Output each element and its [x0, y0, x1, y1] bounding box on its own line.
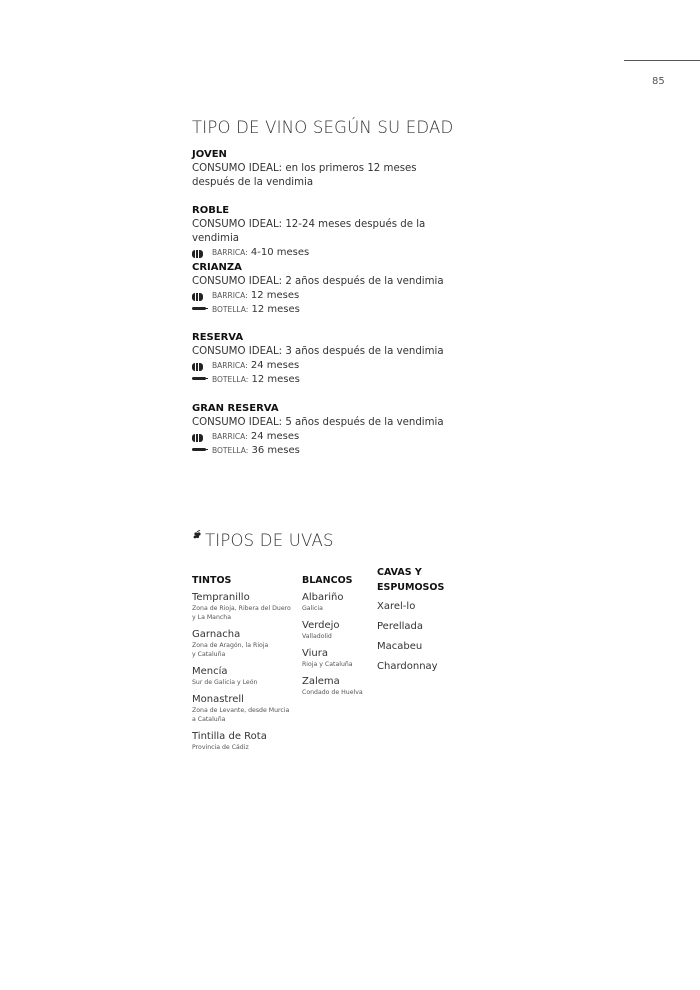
age-joven [192, 148, 452, 190]
meta-value: 24 meses [250, 431, 300, 442]
grape-region: Condado de Huelva [302, 689, 363, 696]
barrel-icon [192, 250, 203, 258]
age-crianza [192, 261, 452, 317]
age-meta [192, 430, 452, 458]
age-name: JOVEN [192, 149, 227, 160]
grape-region: y Cataluña [192, 651, 226, 658]
age-desc: CONSUMO IDEAL: 12-24 meses después de la vendimia [192, 219, 426, 244]
age-desc: CONSUMO IDEAL: 5 años después de la vendimia [192, 417, 444, 428]
column-head-line: CAVAS Y [377, 567, 422, 578]
cava-item: Chardonnay [377, 661, 438, 672]
age-name: CRIANZA [192, 262, 242, 273]
cava-item: Perellada [377, 621, 424, 632]
meta-value: 12 meses [251, 374, 300, 385]
meta-label: BOTELLA: [212, 375, 249, 384]
grape-name: Verdejo [302, 620, 340, 631]
age-meta [192, 289, 452, 317]
age-roble [192, 204, 452, 260]
grape-icon [192, 530, 202, 540]
grape-item [192, 694, 302, 724]
column-tintos [192, 573, 302, 759]
column-head-line: ESPUMOSOS [377, 582, 445, 593]
meta-value: 4-10 meses [250, 247, 310, 258]
grape-region: Galicia [302, 605, 323, 612]
grape-item [192, 731, 302, 752]
grape-name: Garnacha [192, 629, 241, 640]
age-name: ROBLE [192, 205, 230, 216]
column-head: TINTOS [192, 575, 232, 586]
barrel-icon [192, 434, 203, 442]
bottle-icon [192, 377, 206, 380]
grape-region: y La Mancha [192, 614, 232, 621]
grape-name: Viura [302, 648, 328, 659]
age-meta [192, 246, 452, 260]
grape-name: Mencía [192, 666, 228, 677]
bottle-icon [192, 448, 206, 451]
meta-label: BARRICA: [212, 432, 248, 441]
column-head [377, 565, 487, 595]
age-gran-reserva [192, 402, 452, 458]
bottle-icon [192, 307, 206, 310]
section-title-grapes: TIPOS DE UVAS [205, 531, 334, 550]
grape-item [192, 592, 302, 622]
grape-name: Albariño [302, 592, 344, 603]
grape-region: Rioja y Cataluña [302, 661, 353, 668]
meta-label: BARRICA: [212, 248, 248, 257]
grape-region: Provincia de Cádiz [192, 744, 249, 751]
grape-name: Tempranillo [192, 592, 250, 603]
cava-item: Macabeu [377, 641, 423, 652]
grape-region: Zona de Rioja, Ribera del Duero [192, 605, 291, 612]
meta-label: BARRICA: [212, 361, 248, 370]
meta-label: BARRICA: [212, 291, 248, 300]
cava-item: Xarel-lo [377, 601, 416, 612]
grape-name: Monastrell [192, 694, 244, 705]
meta-label: BOTELLA: [212, 446, 249, 455]
age-desc: CONSUMO IDEAL: en los primeros 12 meses después de la vendimia [192, 163, 417, 188]
age-name: RESERVA [192, 332, 244, 343]
grape-region: Valladolid [302, 633, 332, 640]
grape-region: Sur de Galicia y León [192, 679, 258, 686]
top-rule [624, 60, 700, 61]
column-cavas [377, 565, 487, 681]
barrel-icon [192, 293, 203, 301]
grape-item [192, 629, 302, 659]
grape-name: Zalema [302, 676, 340, 687]
grape-region: Zona de Aragón, la Rioja [192, 642, 269, 649]
column-head: BLANCOS [302, 575, 353, 586]
age-desc: CONSUMO IDEAL: 2 años después de la vendimia [192, 276, 444, 287]
age-name: GRAN RESERVA [192, 403, 279, 414]
meta-value: 12 meses [251, 304, 300, 315]
age-desc: CONSUMO IDEAL: 3 años después de la vendimia [192, 346, 444, 357]
meta-label: BOTELLA: [212, 305, 249, 314]
grape-region: Zona de Levante, desde Murcia [192, 707, 290, 714]
grape-region: a Cataluña [192, 716, 226, 723]
grape-name: Tintilla de Rota [192, 731, 267, 742]
grape-item [192, 666, 302, 687]
barrel-icon [192, 363, 203, 371]
meta-value: 24 meses [250, 360, 300, 371]
meta-value: 36 meses [251, 445, 300, 456]
age-reserva [192, 331, 452, 387]
section-title-wine-age: TIPO DE VINO SEGÚN SU EDAD [192, 118, 454, 137]
page-number: 85 [652, 76, 665, 87]
meta-value: 12 meses [250, 290, 300, 301]
age-meta [192, 359, 452, 387]
